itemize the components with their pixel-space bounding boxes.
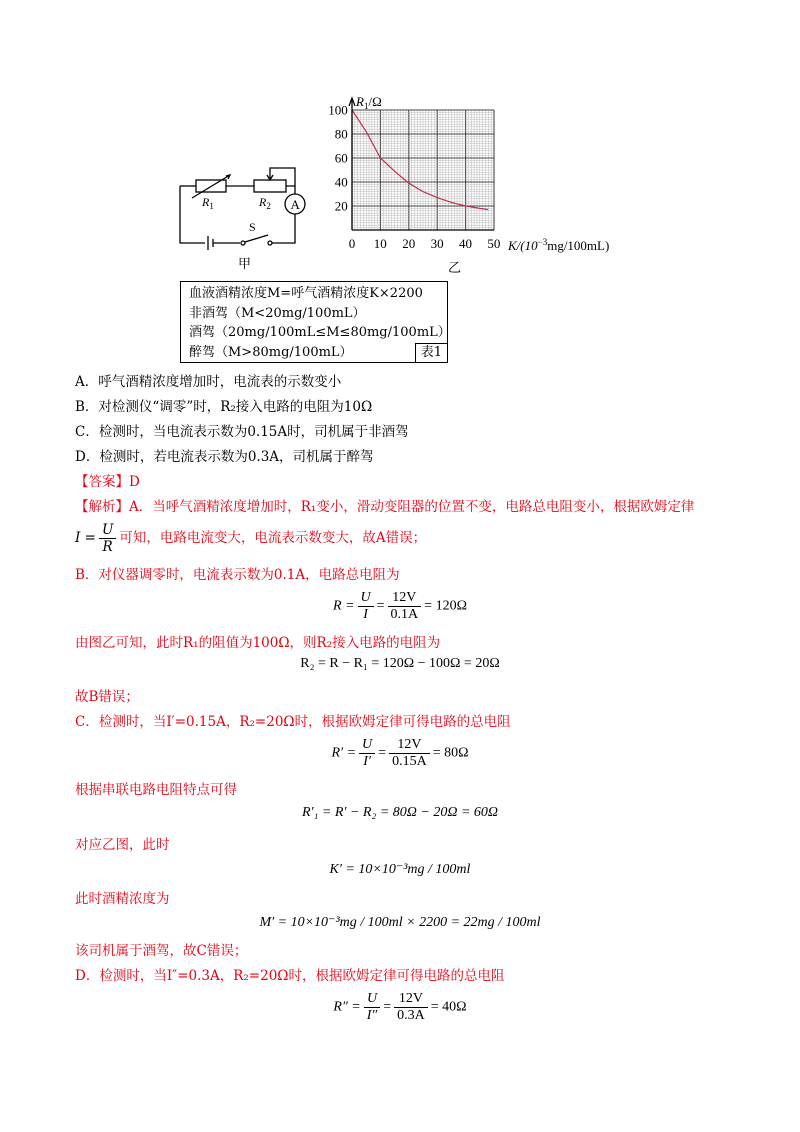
analysis-p4: 故B错误；	[75, 689, 139, 705]
analysis-p8: 此时酒精浓度为	[75, 891, 170, 907]
analysis-p3: 由图乙可知，此时R₁的阻值为100Ω，则R₂接入电路的电阻为	[75, 635, 441, 651]
option-b: B．对检测仪“调零”时，R₂接入电路的电阻为10Ω	[75, 399, 373, 415]
x-tick-label: 0	[348, 236, 356, 251]
x-axis-sup: −3	[537, 237, 548, 247]
y-tick-label: 40	[334, 174, 348, 190]
equation-2: R₂ = R − R₁ = 120Ω − 100Ω = 20Ω	[300, 656, 500, 671]
option-d: D．检测时，若电流表示数为0.3A，司机属于醉驾	[75, 449, 374, 465]
svg-text:R2	[258, 195, 271, 211]
option-c: C．检测时，当电流表示数为0.15A时，司机属于非酒驾	[75, 424, 409, 440]
r2-label: R	[259, 195, 267, 209]
x-tick-label: 40	[459, 236, 472, 251]
x-axis-label: K/(10	[508, 238, 538, 253]
table-1-line-3: 酒驾（20mg/100mL≤M≤80mg/100mL）	[189, 325, 451, 340]
ohm-law-i: I =	[75, 530, 96, 546]
table-1-line-1: 血液酒精浓度M=呼气酒精浓度K×2200	[189, 286, 423, 301]
y-axis-label: R	[356, 94, 364, 109]
analysis-p1b-row	[75, 520, 426, 556]
table-1-line-4: 醉驾（M>80mg/100mL）	[189, 344, 353, 360]
equation-1: R = $\frac{U}{I}$ = $\frac{12V}{0.1A}$ = 120Ω	[333, 590, 467, 622]
x-tick-label: 20	[402, 236, 416, 251]
analysis-p6: 根据串联电路电阻特点可得	[75, 782, 237, 798]
y-tick-label: 80	[334, 126, 348, 142]
r1-vs-k-chart	[318, 88, 638, 280]
answer: 【答案】D	[75, 474, 140, 490]
table-1-line-2: 非酒驾（M<20mg/100mL）	[189, 305, 366, 321]
r1-sub: 1	[209, 201, 214, 211]
ohm-law-r: R	[102, 539, 113, 555]
svg-text:K/(10−3mg/100mL)	[507, 237, 609, 253]
equation-3: R′ = $\frac{U}{I'}$ = $\frac{12V}{0.15A}$ = 80Ω	[331, 737, 469, 769]
analysis-p5: C．检测时，当I′=0.15A，R₂=20Ω时，根据欧姆定律可得电路的总电阻	[75, 714, 511, 730]
table-1	[180, 281, 451, 363]
ohm-law-u: U	[99, 522, 116, 539]
y-tick-label: 100	[328, 102, 348, 118]
analysis-p9: 该司机属于酒驾，故C错误；	[75, 943, 248, 959]
y-tick-label: 20	[334, 198, 348, 214]
equation-5: K′ = 10×10⁻³mg / 100ml	[329, 862, 471, 877]
analysis-p7: 对应乙图，此时	[75, 837, 170, 853]
analysis-p10: D．检测时，当I″=0.3A，R₂=20Ω时，根据欧姆定律可得电路的总电阻	[75, 968, 505, 984]
ammeter-label: A	[290, 197, 300, 212]
svg-text:R1	[201, 195, 214, 211]
svg-text:R1/Ω	[355, 94, 382, 111]
x-tick-label: 30	[430, 236, 444, 251]
equation-4: R′₁ = R′ − R₂ = 80Ω − 20Ω = 60Ω	[301, 805, 499, 820]
x-tick-label: 10	[373, 236, 387, 251]
x-axis-unit: mg/100mL)	[547, 238, 610, 253]
x-tick-label: 50	[487, 236, 501, 251]
equation-6: M′ = 10×10⁻³mg / 100ml × 2200 = 22mg / 100ml	[259, 915, 541, 930]
y-axis-unit: /Ω	[368, 94, 382, 109]
y-axis-sub: 1	[363, 101, 369, 111]
r1-label: R	[202, 195, 210, 209]
circuit-diagram	[170, 160, 320, 280]
r2-sub: 2	[266, 201, 271, 211]
analysis-p1b: 可知，电路电流变大，电流表示数变大，故A错误；	[119, 530, 427, 546]
table-1-tag: 表1	[415, 343, 447, 362]
switch-label: S	[249, 220, 256, 234]
figure-b-caption: 乙	[448, 261, 462, 276]
y-tick-label: 60	[334, 150, 348, 166]
analysis-p1: 【解析】A．当呼气酒精浓度增加时，R₁变小，滑动变阻器的位置不变，电路总电阻变小，根据欧姆定律	[75, 499, 695, 515]
equation-7: R″ = $\frac{U}{I''}$ = $\frac{12V}{0.3A}$ = 40Ω	[333, 991, 467, 1023]
figure-a-caption: 甲	[238, 257, 252, 272]
option-a: A．呼气酒精浓度增加时，电流表的示数变小	[75, 374, 342, 390]
analysis-p2: B．对仪器调零时，电流表示数为0.1A，电路总电阻为	[75, 567, 400, 583]
